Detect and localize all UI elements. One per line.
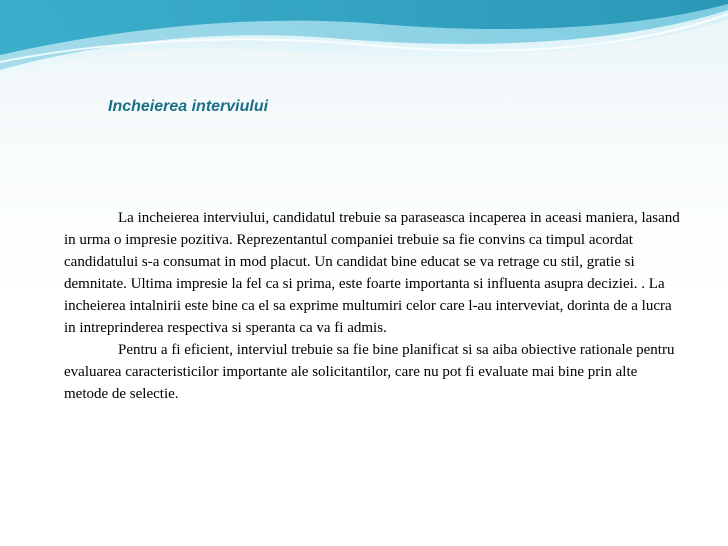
- slide-body: [64, 207, 684, 405]
- paragraph-2: Pentru a fi eficient, interviul trebuie sa fie bine planificat si sa aiba obiective rationale pentru evaluarea caracteristicilor importante ale solicitantilor, care nu pot fi evaluate mai bine prin alte metode de selectie.: [64, 342, 675, 402]
- slide-title: Incheierea interviului: [108, 98, 269, 115]
- paragraph-1: La incheierea interviului, candidatul trebuie sa paraseasca incaperea in aceasi maniera, lasand in urma o impresie pozitiva. Reprezentantul companiei trebuie sa fie convins ca timpul acordat candidatului s-a consumat in mod placut. Un candidat bine educat se va retrage cu stil, gratie si demnitate. Ultima impresie la fel ca si prima, este foarte importanta si influenta asupra deciziei. . La incheierea intalnirii este bine ca el sa exprime multumiri celor care l-au interveviat, dorinta de a lucra in intreprinderea respectiva si speranta ca va fi admis.: [64, 210, 680, 336]
- header-wave-decoration: [0, 0, 728, 90]
